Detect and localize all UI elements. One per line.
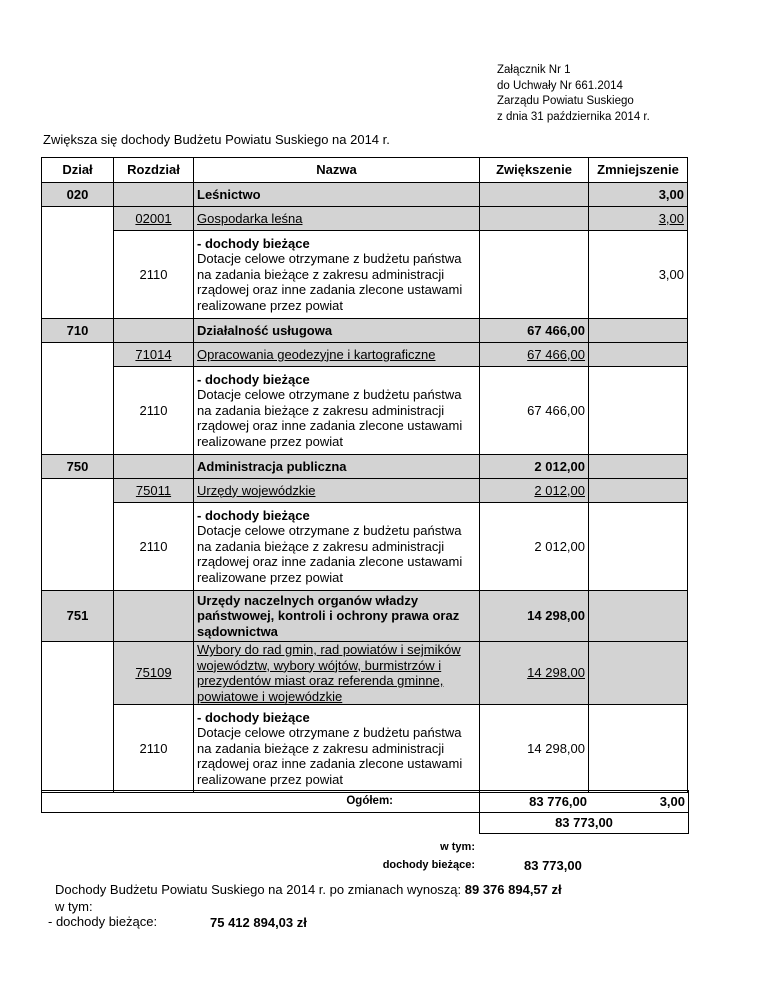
chapter-row-02001 bbox=[42, 207, 688, 231]
total-increase-cell bbox=[479, 791, 590, 812]
total-increase: 83 776,00 bbox=[529, 794, 587, 809]
zwiekszenie-cell: 14 298,00 bbox=[480, 705, 589, 793]
chapter-row-71014 bbox=[42, 343, 688, 367]
rozdzial-cell: 02001 bbox=[114, 207, 194, 231]
rozdzial-cell: 75011 bbox=[114, 479, 194, 503]
total-decrease: 3,00 bbox=[659, 794, 685, 809]
note-line-4: z dnia 31 października 2014 r. bbox=[497, 110, 650, 123]
chapter-name: Wybory do rad gmin, rad powiatów i sejmików województw, wybory wójtów, burmistrzów i prezydentów miast oraz referenda gminne, powiatowe i wojewódzkie bbox=[194, 642, 480, 705]
zwiekszenie-cell: 2 012,00 bbox=[480, 455, 589, 479]
paragraf-cell: 2110 bbox=[114, 705, 194, 793]
document-title: Zwiększa się dochody Budżetu Powiatu Suskiego na 2014 r. bbox=[43, 132, 390, 147]
rozdzial-cell: 71014 bbox=[114, 343, 194, 367]
note-line-2: do Uchwały Nr 661.2014 bbox=[497, 79, 623, 92]
paragraph-desc: - dochody bieżące Dotacje celowe otrzymane z budżetu państwa na zadania bieżące z zakresu administracji rządowej oraz inne zadania zlecone ustawami realizowane przez powiat bbox=[194, 367, 480, 455]
section-name: Urzędy naczelnych organów władzy państwowej, kontroli i ochrony prawa oraz sądownictwa bbox=[194, 591, 480, 642]
col-zmniejszenie: Zmniejszenie bbox=[589, 158, 688, 183]
summary-current-label: - dochody bieżące: bbox=[48, 914, 158, 929]
summary-value: 89 376 894,57 zł bbox=[464, 882, 562, 897]
note-line-3: Zarządu Powiatu Suskiego bbox=[497, 95, 634, 107]
col-dzial: Dział bbox=[42, 158, 114, 183]
section-row-020 bbox=[42, 183, 688, 207]
zwiekszenie-cell: 67 466,00 bbox=[480, 319, 589, 343]
summary-w-tym: w tym: bbox=[55, 899, 93, 914]
current-income-label: dochody bieżące: bbox=[382, 859, 475, 871]
chapter-name: Urzędy wojewódzkie bbox=[194, 479, 480, 503]
current-income-value: 83 773,00 bbox=[524, 858, 582, 873]
col-nazwa: Nazwa bbox=[194, 158, 480, 183]
col-rozdzial: Rozdział bbox=[114, 158, 194, 183]
zwiekszenie-cell: 14 298,00 bbox=[480, 642, 589, 705]
total-label: Ogółem: bbox=[346, 795, 393, 807]
zwiekszenie-cell: 67 466,00 bbox=[480, 343, 589, 367]
dzial-cell: 750 bbox=[42, 455, 114, 479]
budget-table bbox=[41, 157, 688, 793]
section-name: Administracja publiczna bbox=[194, 455, 480, 479]
section-name: Leśnictwo bbox=[194, 183, 480, 207]
dzial-cell: 751 bbox=[42, 591, 114, 642]
zwiekszenie-cell: 14 298,00 bbox=[480, 591, 589, 642]
section-row-751 bbox=[42, 591, 688, 642]
dzial-cell: 020 bbox=[42, 183, 114, 207]
summary-line bbox=[55, 882, 562, 897]
paragraph-row-02001 bbox=[42, 231, 688, 319]
paragraf-cell: 2110 bbox=[114, 503, 194, 591]
paragraph-desc: - dochody bieżące Dotacje celowe otrzymane z budżetu państwa na zadania bieżące z zakresu administracji rządowej oraz inne zadania zlecone ustawami realizowane przez powiat bbox=[194, 231, 480, 319]
net-total: 83 773,00 bbox=[479, 812, 689, 834]
col-zwiekszenie: Zwiększenie bbox=[480, 158, 589, 183]
chapter-row-75109 bbox=[42, 642, 688, 705]
total-row bbox=[41, 790, 689, 813]
chapter-row-75011 bbox=[42, 479, 688, 503]
paragraph-row-75011 bbox=[42, 503, 688, 591]
table-header-row bbox=[42, 158, 688, 183]
paragraf-cell: 2110 bbox=[114, 367, 194, 455]
summary-current-value: 75 412 894,03 zł bbox=[210, 915, 307, 930]
zwiekszenie-cell: 67 466,00 bbox=[480, 367, 589, 455]
section-row-750 bbox=[42, 455, 688, 479]
zwiekszenie-cell: 2 012,00 bbox=[480, 503, 589, 591]
paragraph-row-75109 bbox=[42, 705, 688, 793]
paragraph-desc: - dochody bieżące Dotacje celowe otrzymane z budżetu państwa na zadania bieżące z zakresu administracji rządowej oraz inne zadania zlecone ustawami realizowane przez powiat bbox=[194, 705, 480, 793]
section-name: Działalność usługowa bbox=[194, 319, 480, 343]
summary-text: Dochody Budżetu Powiatu Suskiego na 2014 r. po zmianach wynoszą: bbox=[55, 882, 465, 897]
w-tym-label: w tym: bbox=[440, 841, 475, 853]
chapter-name: Gospodarka leśna bbox=[194, 207, 480, 231]
paragraph-row-71014 bbox=[42, 367, 688, 455]
rozdzial-cell: 75109 bbox=[114, 642, 194, 705]
zwiekszenie-cell: 2 012,00 bbox=[480, 479, 589, 503]
paragraph-desc: - dochody bieżące Dotacje celowe otrzymane z budżetu państwa na zadania bieżące z zakresu administracji rządowej oraz inne zadania zlecone ustawami realizowane przez powiat bbox=[194, 503, 480, 591]
dzial-cell: 710 bbox=[42, 319, 114, 343]
zmniejszenie-cell: 3,00 bbox=[589, 183, 688, 207]
attachment-note bbox=[497, 63, 650, 125]
zmniejszenie-cell: 3,00 bbox=[589, 231, 688, 319]
chapter-name: Opracowania geodezyjne i kartograficzne bbox=[194, 343, 480, 367]
note-line-1: Załącznik Nr 1 bbox=[497, 64, 571, 76]
section-row-710 bbox=[42, 319, 688, 343]
paragraf-cell: 2110 bbox=[114, 231, 194, 319]
zmniejszenie-cell: 3,00 bbox=[589, 207, 688, 231]
